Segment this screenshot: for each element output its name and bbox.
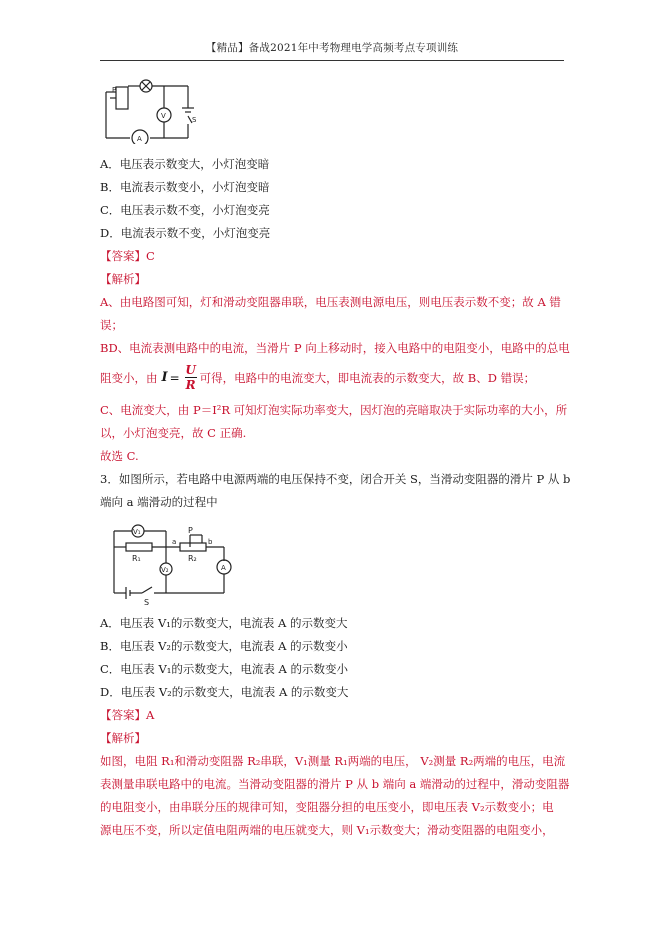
- q2-answer: 【答案】C: [100, 249, 155, 263]
- q3-answer: 【答案】A: [100, 708, 155, 722]
- q3-analysis-label: 【解析】: [100, 731, 146, 745]
- q3-analysis-line4: 源电压不变，所以定值电阻两端的电压就变大，则 V₁示数变大；滑动变阻器的电阻变小，: [100, 823, 554, 837]
- circuit-label-r2: R₂: [188, 554, 197, 563]
- circuit-label-s: S: [144, 598, 150, 607]
- q3-analysis-line3: 的电阻变小，由串联分压的规律可知，变阻器分担的电压变小，即电压表 V₂示数变小；电: [100, 800, 554, 814]
- q2-option-c: C．电压表示数不变，小灯泡变亮: [100, 203, 270, 217]
- circuit-label-r1: R₁: [132, 554, 141, 563]
- formula-current-symbol: I: [161, 369, 168, 385]
- formula-fraction: [185, 364, 197, 391]
- q2-analysis-label: 【解析】: [100, 272, 146, 286]
- circuit-label-a-end: a: [172, 538, 177, 546]
- q2-analysis-a-line2: 误；: [100, 318, 123, 332]
- circuit-label-v: V: [161, 112, 166, 120]
- q2-analysis-bd-line2-post: 可得，电路中的电流变大，即电流表的示数变大，故 B、D 错误；: [199, 370, 536, 385]
- formula-denominator: R: [185, 378, 196, 392]
- circuit-label-a: A: [137, 135, 142, 143]
- q2-analysis-c-line2: 以，小灯泡变亮，故 C 正确.: [100, 426, 247, 440]
- circuit-label-a: A: [221, 564, 226, 572]
- formula-equals: =: [169, 370, 180, 385]
- header-rule: [100, 60, 564, 61]
- formula-numerator: U: [185, 363, 196, 377]
- q3-option-b: B．电压表 V₂的示数变大，电流表 A 的示数变小: [100, 639, 348, 653]
- circuit-label-v1: V₁: [133, 528, 141, 536]
- circuit-label-b-end: b: [208, 538, 213, 546]
- q3-analysis-line2: 表测量串联电路中的电流。当滑动变阻器的滑片 P 从 b 端向 a 端滑动的过程中，滑动变阻器: [100, 777, 570, 791]
- q3-option-a: A．电压表 V₁的示数变大，电流表 A 的示数变大: [100, 616, 348, 630]
- q3-stem-line1: 3．如图所示，若电路中电源两端的电压保持不变，闭合开关 S，当滑动变阻器的滑片 P 从 b: [100, 472, 571, 486]
- q3-stem-line2: 端向 a 端滑动的过程中: [100, 495, 218, 509]
- q2-conclusion: 故选 C.: [100, 449, 139, 463]
- circuit-label-p: P: [188, 526, 193, 535]
- q2-analysis-c-line1: C、电流变大，由 P＝I²R 可知灯泡实际功率变大，因灯泡的亮暗取决于实际功率的大小，所: [100, 403, 568, 417]
- q2-analysis-bd-line2-pre: 阻变小，由: [100, 370, 158, 385]
- q2-option-a: A．电压表示数变大，小灯泡变暗: [100, 157, 270, 171]
- circuit-label-p: P: [112, 86, 117, 94]
- circuit-diagram-q3: [108, 517, 240, 607]
- circuit-label-v2: V₂: [161, 566, 169, 574]
- q2-option-b: B．电流表示数变小，小灯泡变暗: [100, 180, 270, 194]
- circuit-label-s: S: [192, 116, 197, 124]
- q3-option-c: C．电压表 V₁的示数变大，电流表 A 的示数变小: [100, 662, 348, 676]
- q3-analysis-line1: 如图，电阻 R₁和滑动变阻器 R₂串联，V₁测量 R₁两端的电压， V₂测量 R₂两端的电压，电流: [100, 754, 566, 768]
- page-header: 【精品】备战2021年中考物理电学高频考点专项训练: [205, 42, 459, 54]
- q2-analysis-bd-line1: BD、电流表测电路中的电流，当滑片 P 向上移动时，接入电路中的电阻变小，电路中的总电: [100, 341, 570, 355]
- q2-option-d: D．电流表示数不变，小灯泡变亮: [100, 226, 271, 240]
- q2-analysis-bd-line2: [100, 364, 535, 391]
- circuit-diagram-q2: [100, 78, 210, 144]
- q3-option-d: D．电压表 V₂的示数变大，电流表 A 的示数变大: [100, 685, 349, 699]
- q2-analysis-a-line1: A、由电路图可知，灯和滑动变阻器串联，电压表测电源电压，则电压表示数不变；故 A 错: [100, 295, 561, 309]
